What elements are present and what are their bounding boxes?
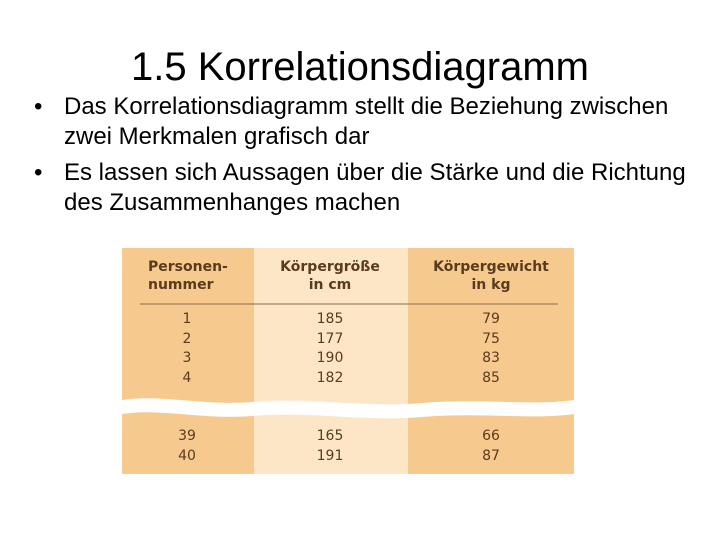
person-number-values-lower: 39 40 [178,428,196,464]
bullet-item [34,158,704,218]
slide-title: 1.5 Korrelationsdiagramm [131,45,589,89]
bullet-item [34,92,704,152]
weight-values-upper: 79 75 83 85 [482,311,500,386]
bullet-text: Es lassen sich Aussagen über die Stärke und die Richtung des Zusammenhanges machen [64,159,686,216]
header-person-number: Personen- nummer [148,259,228,293]
height-values-upper: 185 177 190 182 [316,311,344,386]
person-number-values-upper: 1 2 3 4 [182,311,192,386]
bullet-text: Das Korrelationsdiagramm stellt die Beziehung zwischen zwei Merkmalen grafisch dar [64,93,669,150]
data-table-image [122,248,574,474]
bullet-list [34,92,704,224]
bullet-glyph: • [34,93,43,120]
bullet-glyph: • [34,159,43,186]
height-values-lower: 165 191 [316,428,344,464]
weight-values-lower: 66 87 [482,428,500,464]
header-height: Körpergröße in cm [280,259,380,293]
header-weight: Körpergewicht in kg [433,259,549,293]
